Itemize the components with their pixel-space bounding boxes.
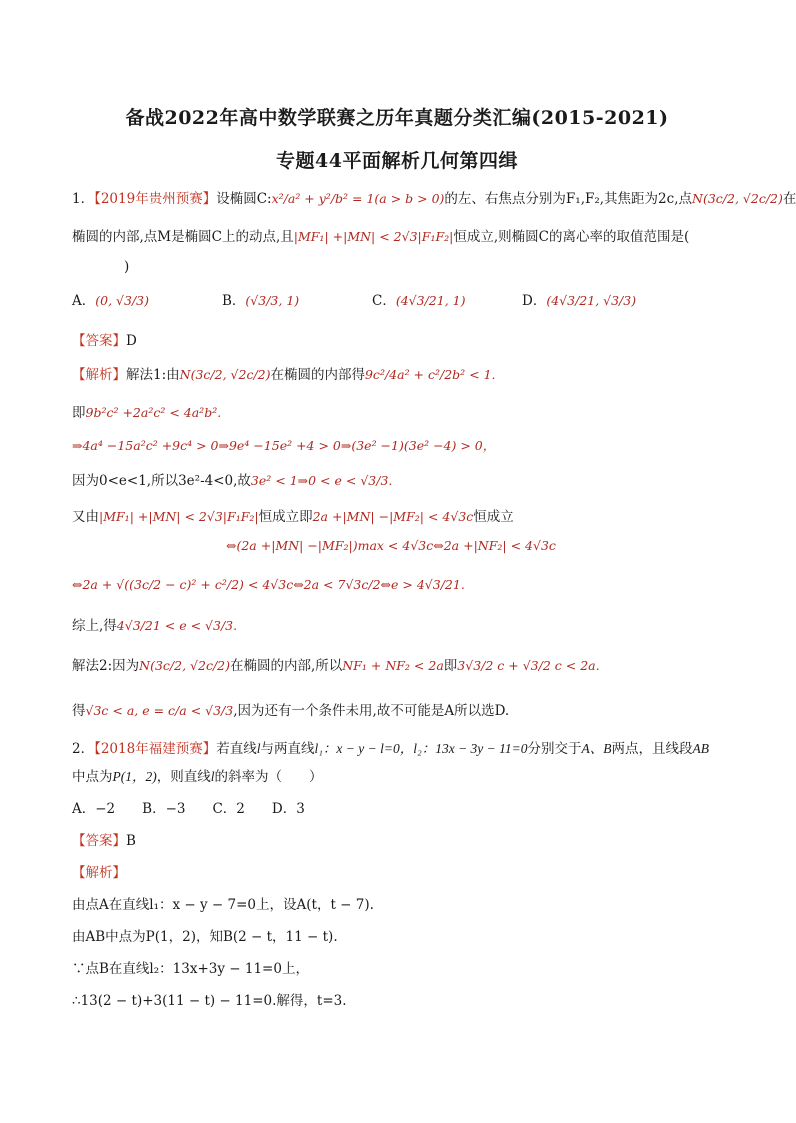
q1-condition: |MF₁| +|MN| < 2√3|F₁F₂| — [293, 229, 454, 244]
q1-solution-line9: 解法2:因为N(3c/2, √2c/2)在椭圆的内部,所以NF₁ + NF₂ < 2a即3√3/2 c + √3/2 c < 2a. — [72, 658, 600, 674]
q1-solution-line1: 【解析】解法1:由N(3c/2, √2c/2)在椭圆的内部得9c²/4a² + c²/2b² < 1. — [72, 367, 496, 383]
q1-answer — [72, 332, 137, 350]
q1-solution-line3: ⇒4a⁴ −15a²c² +9c⁴ > 0⇒9e⁴ −15e² +4 > 0⇒(3e² −1)(3e² −4) > 0， — [72, 438, 496, 453]
q1-solution-line4: 因为0<e<1,所以3e²-4<0,故3e² < 1⇒0 < e < √3/3. — [72, 473, 393, 489]
q1-solution-line6: ⇔(2a +|MN| −|MF₂|)max < 4√3c⇔2a +|NF₂| < 4√3c — [226, 538, 556, 553]
q2-solution-line4: ∴13(2 − t)+3(11 − t) − 11=0.解得，t=3. — [72, 993, 347, 1009]
q1-ellipse-equation: x²/a² + y²/b² = 1(a > b > 0) — [271, 191, 445, 206]
q1-choice-d: D．(4√3/21, √3/3) — [522, 293, 637, 309]
q1-solution-line10: 得√3c < a, e = c/a < √3/3,因为还有一个条件未用,故不可能是A所以选D. — [72, 703, 510, 719]
q2-solution-line1: 由点A在直线l₁：x − y − 7=0上，设A(t，t − 7). — [72, 897, 374, 913]
q1-solution-line8: 综上,得4√3/21 < e < √3/3. — [72, 618, 238, 634]
q1-stem-text: 恒成立,则椭圆C的离心率的取值范围是( — [453, 229, 690, 245]
q1-stem-text: 的左、右焦点分别为F₁,F₂,其焦距为2c,点 — [444, 191, 693, 207]
q1-point-n: N(3c/2, √2c/2) — [692, 191, 783, 206]
q1-choice-c: C．(4√3/21, 1) — [372, 293, 466, 309]
q2-answer — [72, 832, 136, 850]
q1-stem-line1 — [72, 190, 796, 208]
q2-stem-line2: 中点为P(1，2)，则直线l的斜率为（ ） — [72, 769, 323, 785]
q2-solution-line2: 由AB中点为P(1，2)，知B(2 − t，11 − t). — [72, 929, 338, 945]
q1-solution-line7: ⇔2a + √((3c/2 − c)² + c²/2) < 4√3c⇔2a < 7√3c/2⇔e > 4√3/21. — [72, 577, 465, 592]
q2-stem-line1: 2．【2018年福建预赛】若直线l与两直线l₁：x − y − l=0，l₂：13x − 3y − 11=0分别交于A、B两点，且线段AB — [72, 741, 710, 757]
q2-analysis-tag: 【解析】 — [72, 865, 126, 881]
q1-stem-line2 — [72, 228, 689, 246]
q1-solution-line2: 即9b²c² +2a²c² < 4a²b². — [72, 405, 222, 421]
q1-number: 1． — [72, 191, 95, 207]
document-title: 备战2022年高中数学联赛之历年真题分类汇编(2015-2021) — [125, 107, 669, 129]
answer-value: D — [126, 333, 137, 349]
q2-source: 【2018年福建预赛】 — [94, 741, 217, 757]
q1-stem-text: 在 — [782, 191, 796, 207]
q1-stem-text: 设椭圆C: — [216, 191, 272, 207]
q2-number: 2． — [72, 741, 95, 757]
analysis-tag: 【解析】 — [72, 367, 126, 383]
q1-choice-b: B．(√3/3, 1) — [222, 293, 300, 309]
q1-source: 【2019年贵州预赛】 — [94, 191, 217, 207]
q1-stem-line3: ) — [124, 259, 130, 275]
q1-choice-a: A．(0, √3/3) — [72, 293, 149, 309]
q2-solution-line3: ∵点B在直线l₂：13x+3y − 11=0上， — [72, 961, 309, 977]
q1-stem-text: 椭圆的内部,点M是椭圆C上的动点,且 — [72, 229, 294, 245]
document-subtitle: 专题44平面解析几何第四缉 — [276, 150, 518, 172]
q1-choices — [72, 292, 692, 310]
answer-tag: 【答案】 — [72, 833, 126, 849]
q1-solution-line5: 又由|MF₁| +|MN| < 2√3|F₁F₂|恒成立即2a +|MN| −|MF₂| < 4√3c恒成立 — [72, 509, 514, 525]
q2-choices: A．−2 B．−3 C．2 D．3 — [72, 801, 305, 817]
answer-tag: 【答案】 — [72, 333, 126, 349]
answer-value: B — [126, 833, 136, 849]
